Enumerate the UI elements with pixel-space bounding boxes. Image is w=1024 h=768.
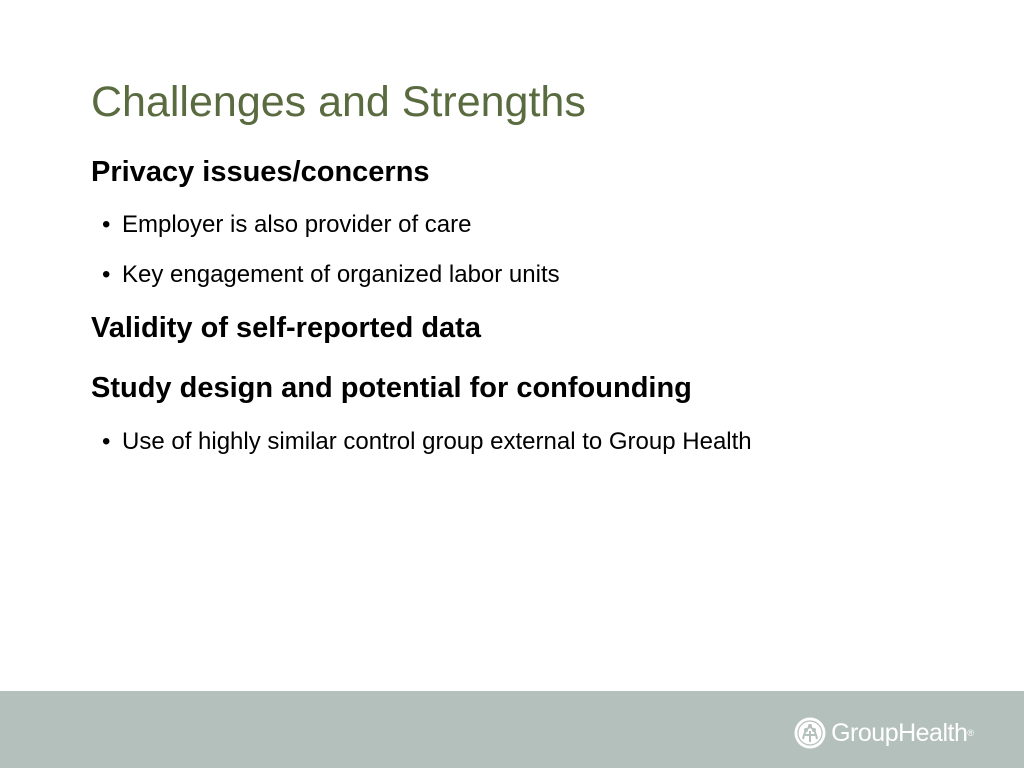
section-heading-study-design: Study design and potential for confounding <box>91 372 692 404</box>
section-heading-privacy: Privacy issues/concerns <box>91 156 430 188</box>
section-heading-validity: Validity of self-reported data <box>91 312 481 344</box>
bullet-glyph: • <box>102 211 111 238</box>
bullet-item <box>91 425 991 459</box>
registered-mark: ® <box>967 728 974 738</box>
group-health-logo <box>794 717 974 749</box>
bullet-text: Key engagement of organized labor units <box>122 261 560 288</box>
slide-content <box>91 150 991 459</box>
bullet-item <box>91 208 991 242</box>
logo-wordmark: GroupHealth <box>831 718 968 747</box>
bullet-text: Employer is also provider of care <box>122 211 472 238</box>
bullet-glyph: • <box>102 261 111 288</box>
bullet-text: Use of highly similar control group external to Group Health <box>122 428 752 455</box>
bullet-glyph: • <box>102 428 111 455</box>
bullet-item <box>91 258 991 292</box>
group-health-emblem-icon <box>794 717 826 749</box>
slide-title: Challenges and Strengths <box>91 78 586 126</box>
